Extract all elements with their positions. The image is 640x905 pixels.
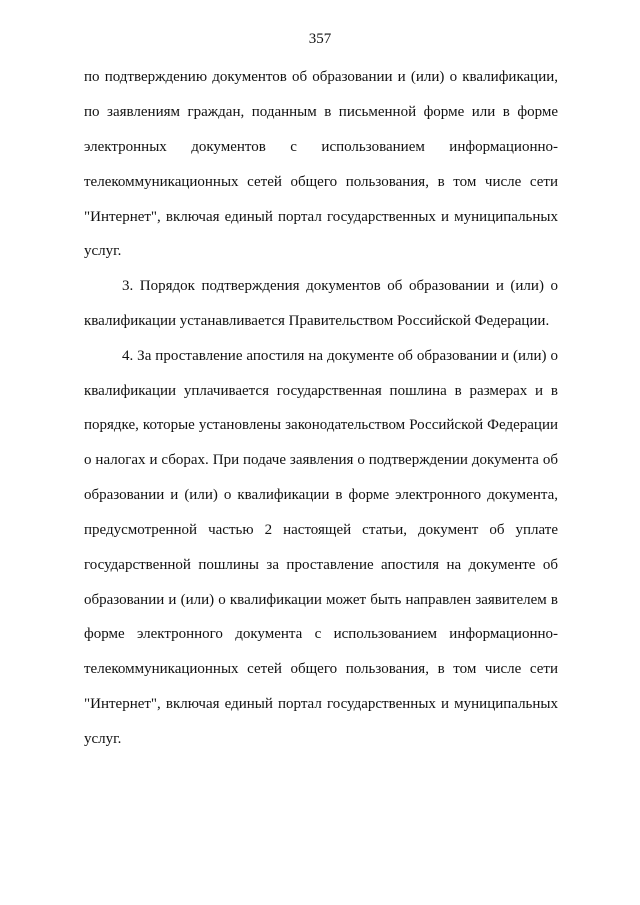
paragraph-3-line-12: услуг. [84,731,122,747]
paragraph-3-line-11: "Интернет", включая единый портал государственных и муниципальных [84,696,558,712]
paragraph-3-line-10: телекоммуникационных сетей общего пользования, в том числе сети [84,661,558,677]
paragraph-1-line-1: по подтверждению документов об образовании и (или) о квалификации, [84,69,558,85]
paragraph-3-line-4: о налогах и сборах. При подаче заявления о подтверждении документа об [84,452,558,468]
paragraph-1-line-6: услуг. [84,243,122,259]
paragraph-3-line-7: государственной пошлины за проставление апостиля на документе об [84,557,558,573]
paragraph-3-line-8: образовании и (или) о квалификации может быть направлен заявителем в [84,592,558,608]
paragraph-1-line-3: электронных документов с использованием информационно- [84,139,558,155]
paragraph-3-line-1: 4. За проставление апостиля на документе об образовании и (или) о [122,348,558,364]
paragraph-3-line-5: образовании и (или) о квалификации в форме электронного документа, [84,487,558,503]
paragraph-1-line-4: телекоммуникационных сетей общего пользования, в том числе сети [84,174,558,190]
paragraph-3-line-6: предусмотренной частью 2 настоящей статьи, документ об уплате [84,522,558,538]
paragraph-3-line-9: форме электронного документа с использованием информационно- [84,626,558,642]
paragraph-1-line-2: по заявлениям граждан, поданным в письменной форме или в форме [84,104,558,120]
paragraph-2-line-2: квалификации устанавливается Правительством Российской Федерации. [84,313,550,329]
paragraph-3-line-2: квалификации уплачивается государственная пошлина в размерах и в [84,383,558,399]
paragraph-3-line-3: порядке, которые установлены законодательством Российской Федерации [84,417,558,433]
paragraph-2-line-1: 3. Порядок подтверждения документов об образовании и (или) о [122,278,558,294]
page-number: 357 [308,31,332,47]
paragraph-1-line-5: "Интернет", включая единый портал государственных и муниципальных [84,209,558,225]
